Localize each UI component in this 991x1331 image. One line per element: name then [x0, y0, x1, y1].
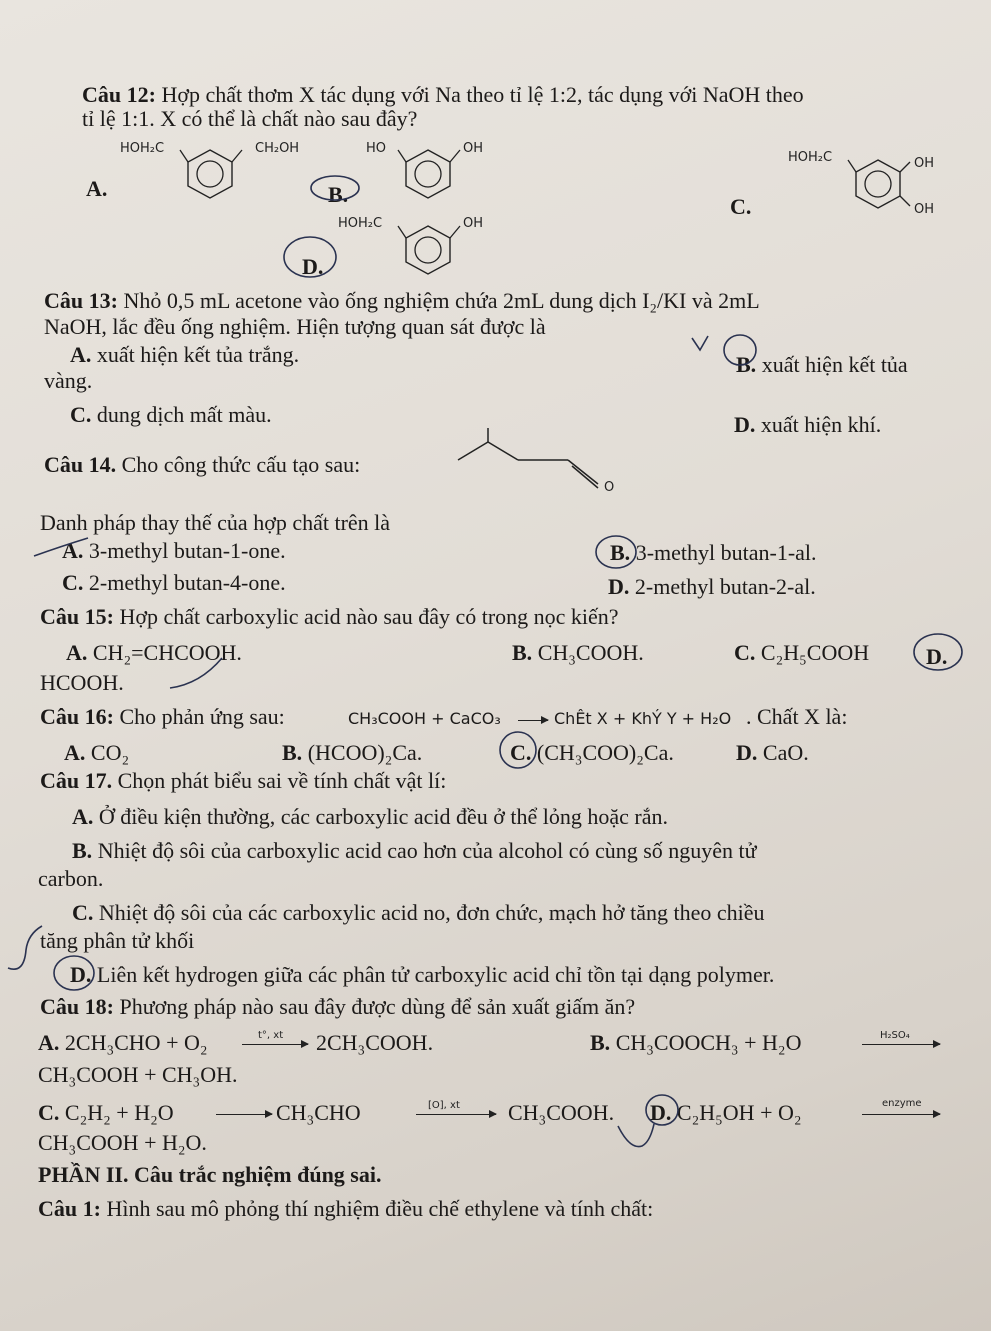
q18-b-arrow: [862, 1044, 940, 1045]
q16-option-c[interactable]: C. (CH₃COO)₂Ca.: [510, 740, 674, 765]
q14-option-a[interactable]: A. 3-methyl butan-1-one.: [62, 538, 286, 563]
q18-c-product: CH₃COOH.: [508, 1100, 615, 1125]
q14-line2: Danh pháp thay thế của hợp chất trên là: [40, 510, 391, 535]
q14-option-d[interactable]: D. 2-methyl butan-2-al.: [608, 574, 816, 599]
q18-option-d-cont: CH₃COOH + H₂O.: [38, 1130, 207, 1155]
q18-c-arrow-1: [216, 1114, 272, 1115]
q14-skeletal-structure: [450, 428, 610, 498]
q16-equation-left: CH₃COOH + CaCO₃: [348, 709, 501, 728]
q18-option-a[interactable]: A. 2CH₃CHO + O₂: [38, 1030, 208, 1055]
q17-option-b-cont: carbon.: [38, 866, 104, 891]
q15-d-answer-circle: [906, 630, 966, 674]
q12-option-b-label[interactable]: B.: [328, 182, 349, 207]
q18-c-arrow-2: [416, 1114, 496, 1115]
q12-c-benzene-ring: [848, 156, 908, 212]
q18-a-condition: t°, xt: [258, 1030, 284, 1041]
q18-b-condition: H₂SO₄: [880, 1030, 910, 1041]
q12-line2: tỉ lệ 1:1. X có thể là chất nào sau đây?: [82, 106, 418, 131]
q17-option-d[interactable]: D. Liên kết hydrogen giữa các phân tử carboxylic acid chỉ tồn tại dạng polymer.: [70, 962, 775, 987]
q15-line1: Câu 15: Hợp chất carboxylic acid nào sau đây có trong nọc kiến?: [40, 604, 619, 629]
q12-option-a-label[interactable]: A.: [86, 176, 108, 201]
q18-a-product: 2CH₃COOH.: [316, 1030, 434, 1055]
q15-option-d-cont: HCOOH.: [40, 670, 124, 695]
q13-line2: NaOH, lắc đều ống nghiệm. Hiện tượng quan sát được là: [44, 314, 546, 339]
q16-c-answer-circle: [496, 728, 542, 772]
q18-d-answer-mark: [616, 1088, 696, 1156]
q16-line1: Câu 16: Cho phản ứng sau:: [40, 704, 285, 729]
part2-q1: Câu 1: Hình sau mô phỏng thí nghiệm điều chế ethylene và tính chất:: [38, 1196, 654, 1221]
q18-c-condition: [O], xt: [428, 1100, 460, 1111]
q18-option-c[interactable]: C. C₂H₂ + H₂O: [38, 1100, 174, 1125]
q17-option-b[interactable]: B. Nhiệt độ sôi của carboxylic acid cao hơn của alcohol có cùng số nguyên tử: [72, 838, 757, 863]
q12-d-benzene-ring: [398, 222, 458, 274]
q15-option-c[interactable]: C. C₂H₅COOH: [734, 640, 870, 665]
q13-option-b-cont: vàng.: [44, 368, 93, 393]
q12-b-answer-circle: [305, 170, 365, 206]
q18-c-intermediate: CH₃CHO: [276, 1100, 361, 1125]
q15-option-b[interactable]: B. CH₃COOH.: [512, 640, 644, 665]
q14-a-strike-mark: [32, 534, 92, 564]
q12-c-left-group: HOH₂C: [788, 150, 833, 165]
q18-a-arrow: [242, 1044, 308, 1045]
q17-option-c[interactable]: C. Nhiệt độ sôi của các carboxylic acid no, đơn chức, mạch hở tăng theo chiều: [72, 900, 765, 925]
q16-tail: . Chất X là:: [746, 704, 848, 729]
q12-option-d-label[interactable]: D.: [302, 254, 324, 279]
q14-b-answer-circle: [592, 532, 642, 572]
q16-option-d[interactable]: D. CaO.: [736, 740, 809, 765]
q18-line1: Câu 18: Phương pháp nào sau đây được dùng để sản xuất giấm ăn?: [40, 994, 636, 1019]
q18-option-d[interactable]: D. C₂H₅OH + O₂: [650, 1100, 802, 1125]
q12-b-left-group: HO: [366, 141, 387, 156]
q14-option-b[interactable]: B. 3-methyl butan-1-al.: [610, 540, 817, 565]
q18-d-condition: enzyme: [882, 1098, 922, 1109]
q12-c-top-group: OH: [914, 156, 935, 171]
q12-line1: Câu 12: Hợp chất thơm X tác dụng với Na theo tỉ lệ 1:2, tác dụng với NaOH theo: [82, 82, 804, 107]
q12-d-answer-circle: [280, 234, 340, 280]
q12-a-right-group: CH₂OH: [255, 141, 300, 156]
q13-option-b[interactable]: B. xuất hiện kết tủa: [736, 352, 908, 377]
q13-option-c[interactable]: C. dung dịch mất màu.: [70, 402, 272, 427]
q17-line1: Câu 17. Chọn phát biểu sai về tính chất vật lí:: [40, 768, 447, 793]
q12-a-left-group: HOH₂C: [120, 141, 165, 156]
q12-a-benzene-ring: [180, 146, 240, 198]
q18-option-b[interactable]: B. CH₃COOCH₃ + H₂O: [590, 1030, 802, 1055]
q13-option-a[interactable]: A. xuất hiện kết tủa trắng.: [70, 342, 300, 367]
q12-d-left-group: HOH₂C: [338, 216, 383, 231]
q18-d-arrow: [862, 1114, 940, 1115]
q15-pen-stroke: [130, 654, 230, 694]
q17-d-answer-circle: [48, 950, 98, 996]
q14-oxygen-label: O: [604, 480, 615, 495]
q13-line1: Câu 13: Nhỏ 0,5 mL acetone vào ống nghiệm chứa 2mL dung dịch I₂/KI và 2mL: [44, 288, 760, 313]
q12-c-bottom-group: OH: [914, 202, 935, 217]
q15-option-a[interactable]: A. CH₂=CHCOOH.: [66, 640, 242, 665]
q15-option-d-label[interactable]: D.: [926, 644, 948, 669]
q14-line1: Câu 14. Cho công thức cấu tạo sau:: [44, 452, 361, 477]
q13-b-answer-mark: [690, 328, 760, 372]
q13-option-d[interactable]: D. xuất hiện khí.: [734, 412, 882, 437]
q16-equation-right: ChÊt X + KhÝ Y + H₂O: [554, 709, 732, 728]
q12-option-c-label[interactable]: C.: [730, 194, 752, 219]
q12-d-right-group: OH: [463, 216, 484, 231]
q12-b-benzene-ring: [398, 146, 458, 198]
q16-reaction-arrow: [518, 720, 548, 721]
q16-option-a[interactable]: A. CO₂: [64, 740, 130, 765]
q18-option-b-cont: CH₃COOH + CH₃OH.: [38, 1062, 238, 1087]
q14-option-c[interactable]: C. 2-methyl butan-4-one.: [62, 570, 286, 595]
q17-option-a[interactable]: A. Ở điều kiện thường, các carboxylic acid đều ở thể lỏng hoặc rắn.: [72, 804, 668, 829]
q12-b-right-group: OH: [463, 141, 484, 156]
q16-option-b[interactable]: B. (HCOO)₂Ca.: [282, 740, 423, 765]
q17-pen-check: [4, 920, 54, 980]
q17-option-c-cont: tăng phân tử khối: [40, 928, 195, 953]
part2-title: PHẦN II. Câu trắc nghiệm đúng sai.: [38, 1162, 382, 1187]
